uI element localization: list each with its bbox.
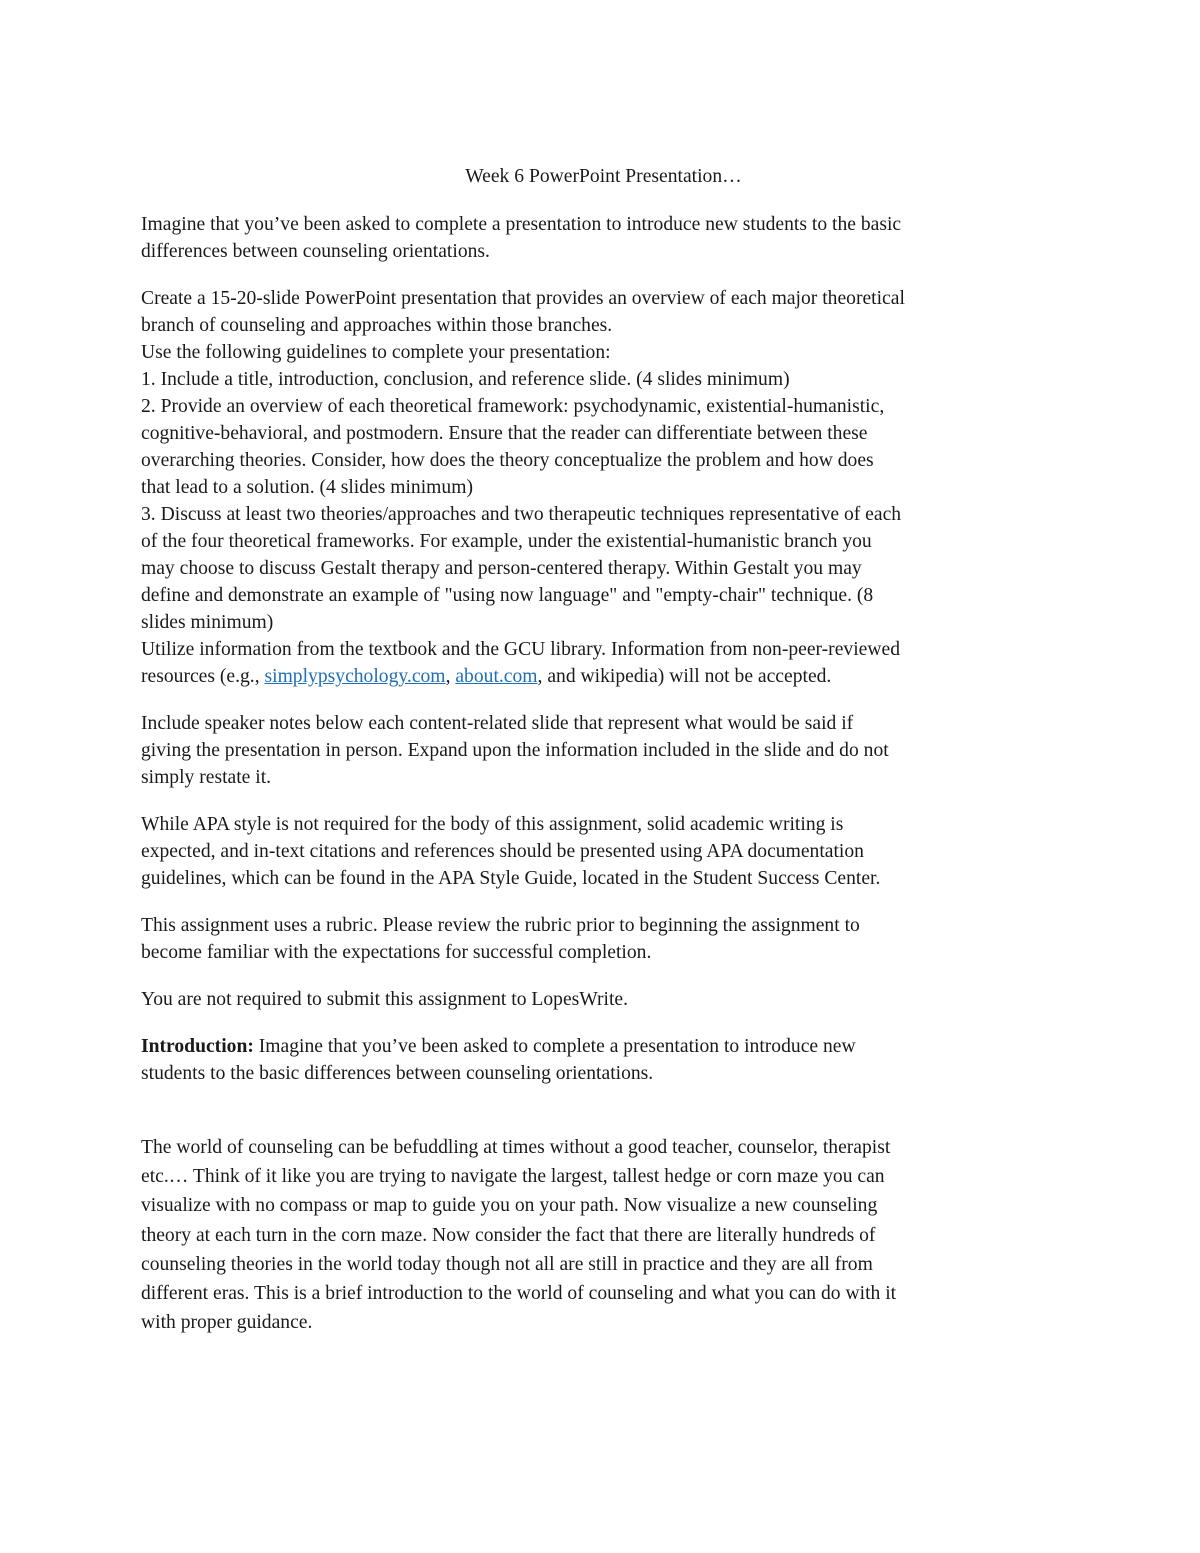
rubric-paragraph: [141, 912, 1066, 966]
world-paragraph: [141, 1133, 1066, 1337]
introduction-label: Introduction:: [141, 1036, 254, 1057]
instructions-line: Create a 15-20-slide PowerPoint presentation that provides an overview of each major theoretical: [141, 288, 905, 309]
guideline-item-3: 3. Discuss at least two theories/approaches and two therapeutic techniques representative of each: [141, 504, 902, 525]
world-line: counseling theories in the world today though not all are still in practice and they are all from: [141, 1253, 873, 1275]
world-line: theory at each turn in the corn maze. Now consider the fact that there are literally hundreds of: [141, 1224, 876, 1246]
lopeswrite-line: You are not required to submit this assignment to LopesWrite.: [141, 989, 629, 1010]
introduction-text: Imagine that you’ve been asked to complete a presentation to introduce new: [253, 1036, 856, 1057]
sources-text: ,: [445, 666, 456, 687]
guideline-item-2: that lead to a solution. (4 slides minimum): [141, 477, 473, 498]
guideline-item-3: define and demonstrate an example of "using now language" and "empty-chair" technique. (8: [141, 585, 874, 606]
intro-line: Imagine that you’ve been asked to complete a presentation to introduce new students to the basic: [141, 214, 902, 235]
guideline-item-3: may choose to discuss Gestalt therapy and person-centered therapy. Within Gestalt you may: [141, 558, 862, 579]
rubric-line: become familiar with the expectations for successful completion.: [141, 942, 652, 963]
world-line: etc.… Think of it like you are trying to navigate the largest, tallest hedge or corn maze you can: [141, 1166, 885, 1188]
sources-line: [141, 663, 1066, 690]
rubric-line: This assignment uses a rubric. Please review the rubric prior to beginning the assignment to: [141, 915, 860, 936]
intro-paragraph: [141, 211, 1066, 265]
instructions-line: Use the following guidelines to complete your presentation:: [141, 342, 611, 363]
apa-line: expected, and in-text citations and references should be presented using APA documentation: [141, 841, 864, 862]
apa-line: While APA style is not required for the body of this assignment, solid academic writing is: [141, 814, 844, 835]
sources-text: , and wikipedia) will not be accepted.: [537, 666, 832, 687]
lopeswrite-paragraph: [141, 986, 1066, 1013]
world-line: The world of counseling can be befuddling at times without a good teacher, counselor, therapist: [141, 1137, 891, 1158]
instructions-line: branch of counseling and approaches within those branches.: [141, 315, 613, 336]
intro-line: differences between counseling orientations.: [141, 241, 490, 262]
speaker-notes-line: giving the presentation in person. Expand upon the information included in the slide and do not: [141, 740, 889, 761]
apa-line: guidelines, which can be found in the APA Style Guide, located in the Student Success Center.: [141, 868, 881, 889]
guideline-item-2: 2. Provide an overview of each theoretical framework: psychodynamic, existential-humanistic,: [141, 396, 885, 417]
introduction-paragraph: [141, 1033, 1066, 1087]
spacer: [141, 1087, 1066, 1133]
introduction-line: students to the basic differences between counseling orientations.: [141, 1063, 654, 1084]
document-body: [141, 163, 1066, 1357]
sources-text: resources (e.g.,: [141, 666, 265, 687]
world-line: visualize with no compass or map to guide you on your path. Now visualize a new counseling: [141, 1195, 878, 1217]
instructions-paragraph: [141, 285, 1066, 690]
guideline-item-2: overarching theories. Consider, how does the theory conceptualize the problem and how does: [141, 450, 874, 471]
world-line: with proper guidance.: [141, 1312, 313, 1334]
simplypsychology-link[interactable]: simplypsychology.com: [264, 666, 446, 687]
guideline-item-2: cognitive-behavioral, and postmodern. Ensure that the reader can differentiate between these: [141, 423, 868, 444]
introduction-line: [141, 1033, 1066, 1060]
guideline-item-3: of the four theoretical frameworks. For example, under the existential-humanistic branch you: [141, 531, 872, 552]
speaker-notes-line: simply restate it.: [141, 767, 272, 788]
sources-line: Utilize information from the textbook and the GCU library. Information from non-peer-reviewed: [141, 639, 900, 660]
guideline-item-1: 1. Include a title, introduction, conclusion, and reference slide. (4 slides minimum): [141, 369, 790, 390]
document-title: Week 6 PowerPoint Presentation…: [465, 166, 742, 187]
about-com-link[interactable]: about.com: [455, 666, 538, 687]
speaker-notes-paragraph: [141, 710, 1066, 791]
guideline-item-3: slides minimum): [141, 612, 274, 633]
speaker-notes-line: Include speaker notes below each content-related slide that represent what would be said if: [141, 713, 854, 734]
world-line: different eras. This is a brief introduction to the world of counseling and what you can do with it: [141, 1283, 897, 1305]
apa-paragraph: [141, 811, 1066, 892]
